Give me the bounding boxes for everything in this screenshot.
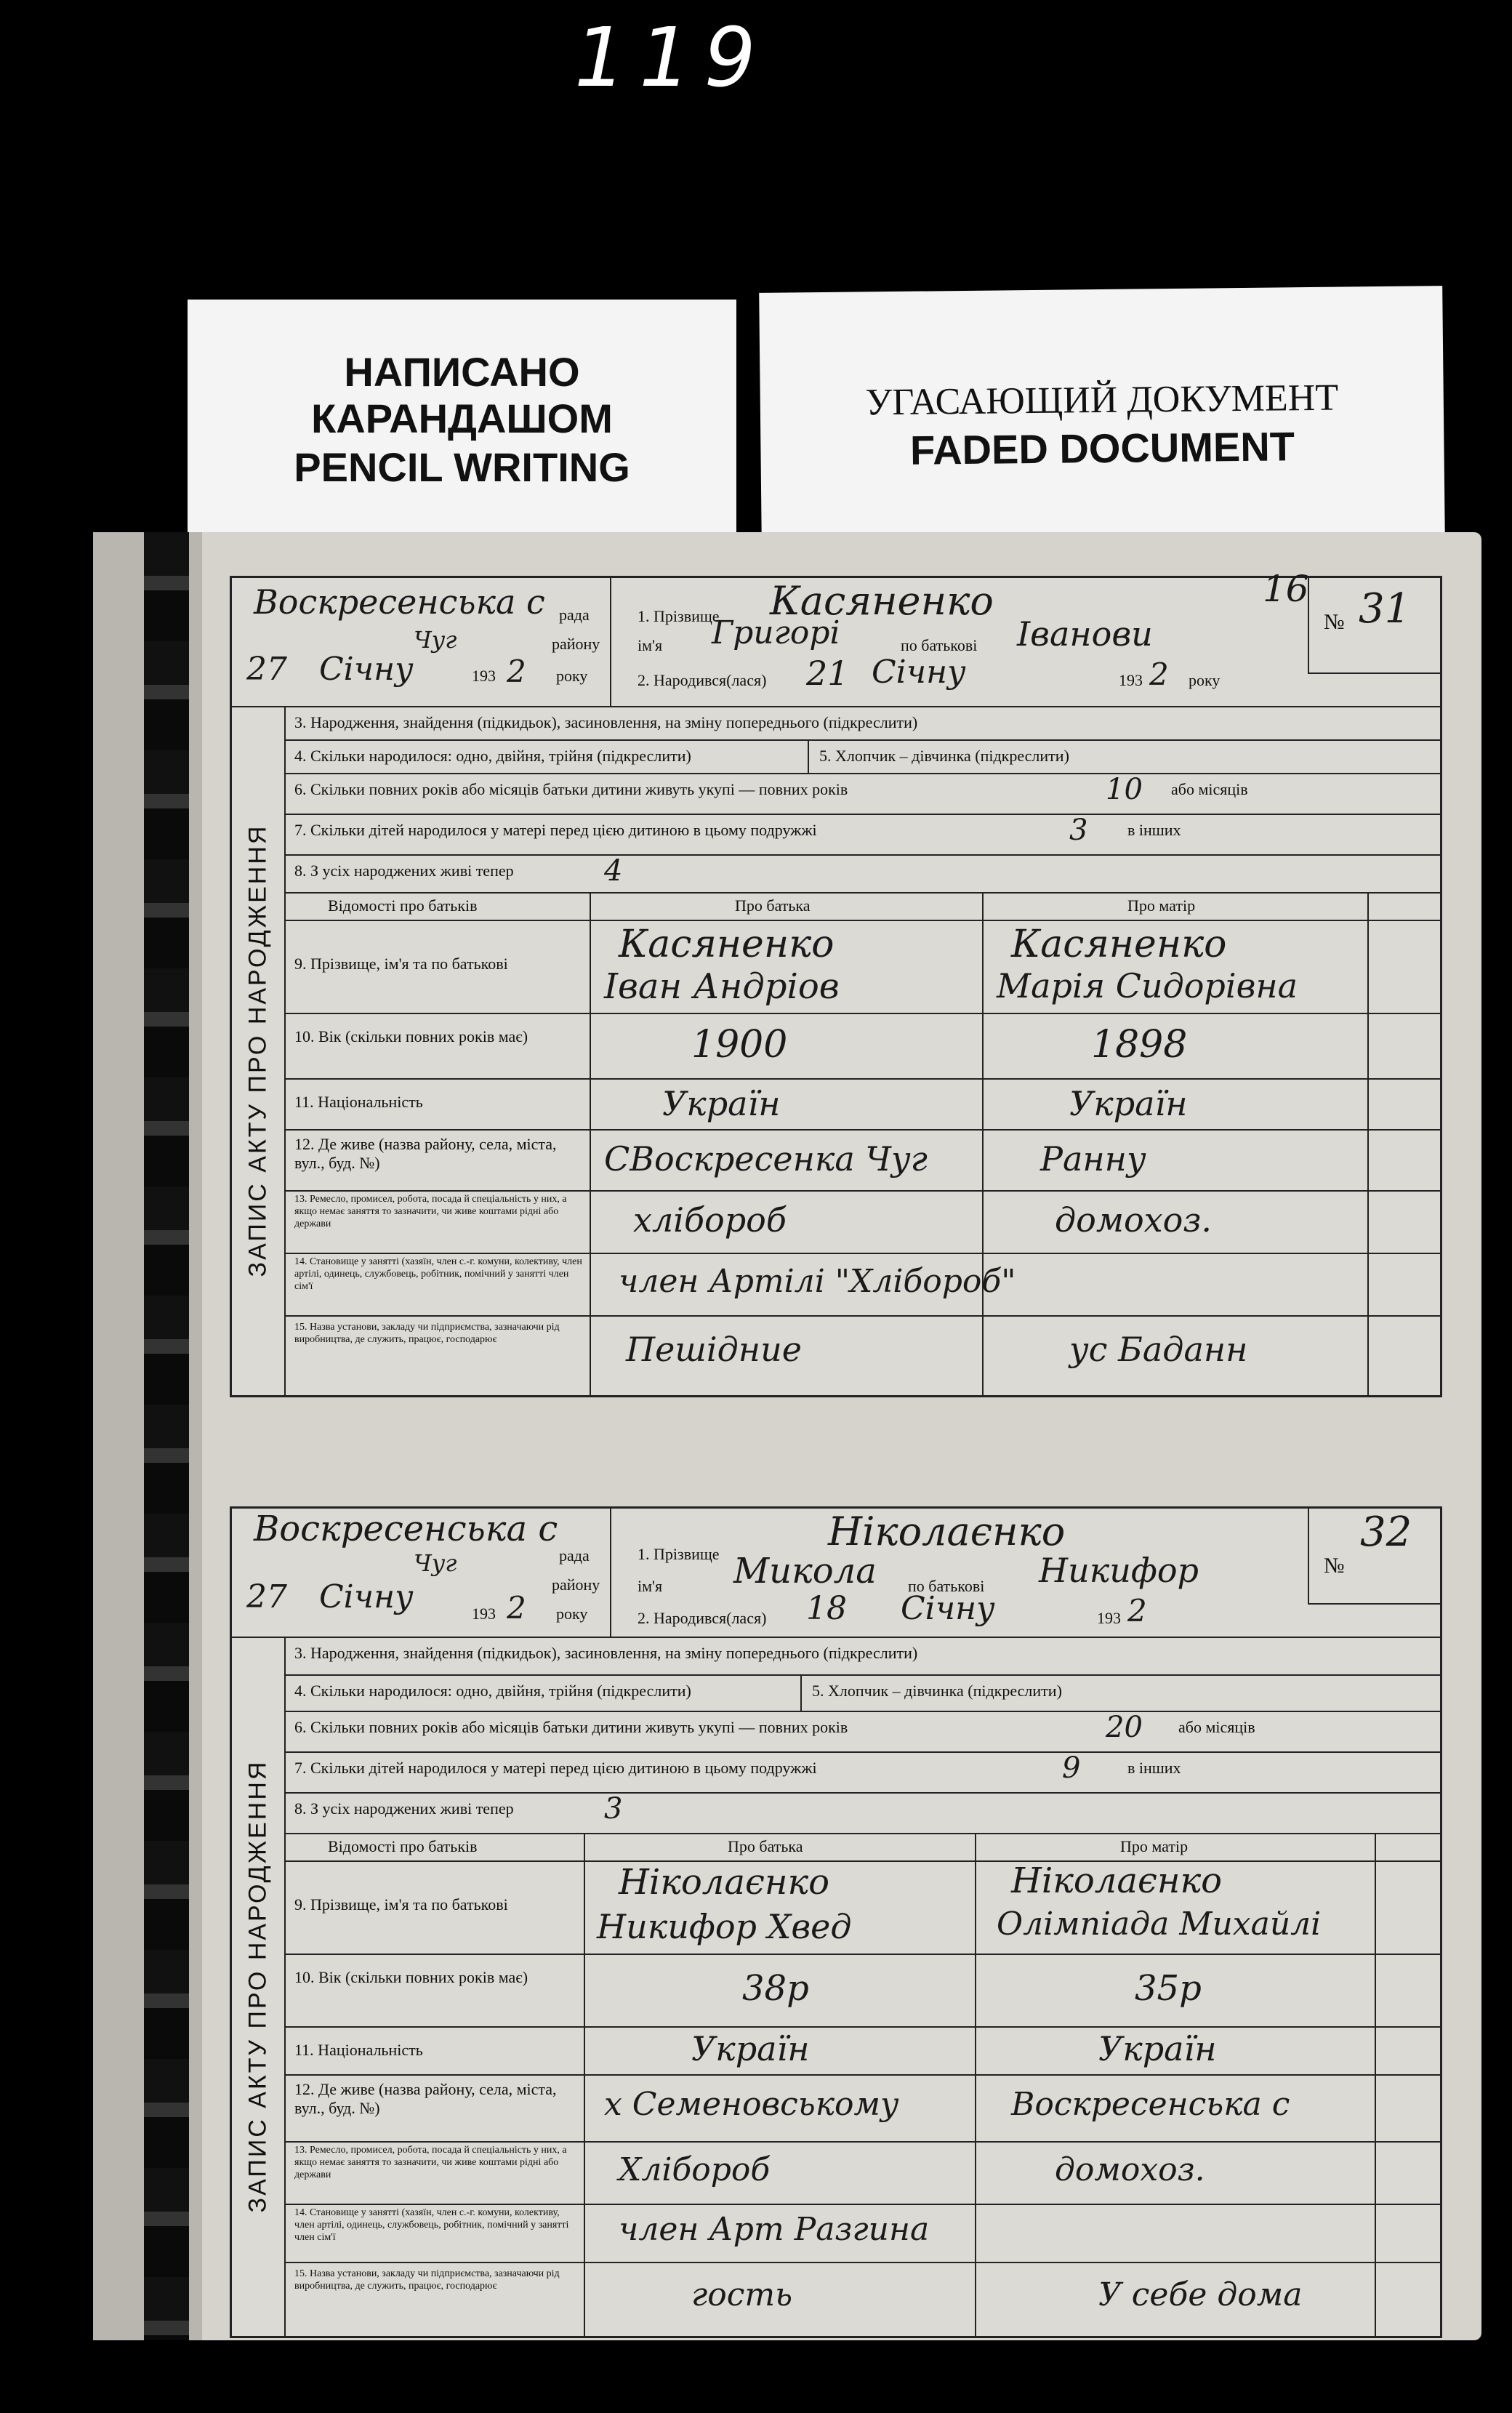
record-header <box>232 568 1440 707</box>
father-occupation: хлібороб <box>633 1200 787 1240</box>
q6-text: 6. Скільки повних років або місяців батьки дитини живуть укупі — повних років <box>294 780 848 798</box>
patronymic-label: по батькові <box>901 636 978 654</box>
birth-record-2 <box>230 1506 1442 2338</box>
father-surname: Ніколаєнко <box>619 1862 830 1903</box>
born-label: 2. Народився(лася) <box>638 671 767 689</box>
parents-header-row <box>284 892 1440 921</box>
q4-row <box>284 1674 1440 1712</box>
q8-alive: 4 <box>604 854 623 888</box>
q4-text: 4. Скільки народилося: одно, двійня, трійня (підкреслити) <box>294 747 691 765</box>
q8-row <box>284 1792 1440 1834</box>
reg-year: 2 <box>507 654 526 689</box>
mother-header: Про матір <box>1120 1837 1189 1855</box>
born-label: 2. Народився(лася) <box>638 1609 767 1627</box>
birth-day: 21 <box>806 654 849 693</box>
birth-day: 18 <box>806 1590 847 1627</box>
row-13 <box>284 1190 1440 1254</box>
father-status: член Арт Разгина <box>619 2211 930 2248</box>
q8-text: 8. З усіх народжених живі тепер <box>294 862 514 880</box>
patronymic-handwritten: Іванови <box>1017 614 1153 654</box>
q7-count: 3 <box>1069 814 1088 847</box>
q7-other-label: в інших <box>1127 821 1181 839</box>
q7-text: 7. Скільки дітей народилося у матері перед цією дитиною в цьому подружжі <box>294 821 817 839</box>
birth-year: 2 <box>1127 1593 1147 1629</box>
mother-given: Марія Сидорівна <box>997 966 1298 1005</box>
father-given: Іван Андріов <box>604 966 840 1007</box>
row-12 <box>284 2074 1440 2143</box>
parents-header: Відомості про батьків <box>328 1837 478 1855</box>
r10-label: 10. Вік (скільки повних років має) <box>294 1968 528 1986</box>
frame-number: 119 <box>574 11 769 105</box>
year-prefix: 193 <box>472 667 496 685</box>
father-residence: х Семеновському <box>604 2086 899 2123</box>
mother-occupation: домохоз. <box>1055 2151 1205 2188</box>
q6-text: 6. Скільки повних років або місяців батьки дитини живуть укупі — повних років <box>294 1718 848 1736</box>
r10-label: 10. Вік (скільки повних років має) <box>294 1027 528 1045</box>
mother-surname: Ніколаєнко <box>1011 1860 1223 1901</box>
row-11 <box>284 2026 1440 2076</box>
father-status: член Артілі "Хлібороб" <box>619 1263 1016 1300</box>
mother-nationality: Україн <box>1098 2029 1217 2068</box>
first-name-handwritten: Микола <box>733 1551 877 1591</box>
r13-label: 13. Ремесло, промисел, робота, посада й спеціальність у них, а якщо немає заняття то зазначити, чи живе коштами рідні або держави <box>294 2145 567 2180</box>
side-title: ЗАПИС АКТУ ПРО НАРОДЖЕННЯ <box>232 1637 286 2336</box>
q7-row <box>284 1751 1440 1794</box>
row-9 <box>284 920 1440 1014</box>
pencil-label-en: PENCIL WRITING <box>294 444 630 490</box>
father-header: Про батька <box>728 1837 803 1855</box>
q7-other-label: в інших <box>1127 1759 1181 1777</box>
q4-text: 4. Скільки народилося: одно, двійня, трійня (підкреслити) <box>294 1682 691 1700</box>
year-prefix: 193 <box>472 1605 496 1623</box>
r15-label: 15. Назва установи, закладу чи підприємства, зазначаючи рід виробництва, де служить, працює, господарює <box>294 2268 560 2292</box>
mother-age: 1898 <box>1091 1023 1188 1067</box>
mother-header: Про матір <box>1127 896 1196 915</box>
record-number-box <box>1308 1509 1440 1605</box>
birth-year: 2 <box>1149 657 1169 692</box>
surname-label: 1. Прізвище <box>638 1545 720 1563</box>
mother-residence: Ранну <box>1040 1139 1146 1179</box>
mother-workplace: ус Баданн <box>1069 1330 1248 1369</box>
row-12 <box>284 1129 1440 1192</box>
roku-label-birth: року <box>1189 671 1221 689</box>
q5-text: 5. Хлопчик – дівчинка (підкреслити) <box>812 1682 1062 1700</box>
patronymic-handwritten: Никифор <box>1039 1551 1199 1590</box>
rada-box <box>232 578 611 706</box>
document-sheet <box>93 532 1481 2340</box>
name-label: ім'я <box>638 636 663 654</box>
record-number-box <box>1308 578 1440 674</box>
surname-handwritten: Ніколаєнко <box>828 1509 1066 1554</box>
rada-handwritten: Воскресенська с <box>254 1509 558 1549</box>
surname-label: 1. Прізвище <box>638 607 720 625</box>
q7-count: 9 <box>1062 1751 1081 1785</box>
q5-text: 5. Хлопчик – дівчинка (підкреслити) <box>819 747 1069 765</box>
rada-handwritten: Воскресенська с <box>254 582 545 622</box>
father-header: Про батька <box>735 896 811 915</box>
r14-label: 14. Становище у занятті (хазяїн, член с.-г. комуни, колективу, член артілі, одинець, службовець, робітник, помічний у занятті член сім'ї <box>294 2207 569 2243</box>
rada-label: рада <box>559 1546 590 1565</box>
q8-row <box>284 854 1440 894</box>
number-sign: № <box>1324 610 1345 634</box>
rayonu-label: району <box>552 1575 600 1594</box>
parents-header-row <box>284 1833 1440 1862</box>
q3-row <box>284 706 1440 741</box>
binding-edge <box>144 532 189 2340</box>
row-9 <box>284 1860 1440 1955</box>
father-workplace: Пешідние <box>626 1330 802 1369</box>
q7-row <box>284 814 1440 856</box>
row-10 <box>284 1013 1440 1080</box>
parents-table <box>284 1833 1440 2336</box>
r12-label: 12. Де живе (назва району, села, міста, вул., буд. №) <box>294 1135 557 1172</box>
q6-months-label: або місяців <box>1178 1718 1255 1736</box>
father-surname: Касяненко <box>619 923 835 966</box>
rada-box <box>232 1509 611 1637</box>
q6-years: 20 <box>1106 1711 1143 1744</box>
r15-label: 15. Назва установи, закладу чи підприємства, зазначаючи рід виробництва, де служить, працює, господарює <box>294 1322 560 1345</box>
faded-label-ru: УГАСАЮЩИЙ ДОКУМЕНТ <box>865 377 1339 424</box>
r13-label: 13. Ремесло, промисел, робота, посада й спеціальність у них, а якщо немає заняття то зазначити, чи живе коштами рідні або держави <box>294 1194 567 1229</box>
reg-year: 2 <box>507 1590 526 1626</box>
r14-label: 14. Становище у занятті (хазяїн, член с.-г. комуни, колективу, член артілі, одинець, службовець, робітник, помічний у занятті член сім'ї <box>294 1256 582 1292</box>
faded-label-en: FADED DOCUMENT <box>909 423 1295 473</box>
parents-table <box>284 892 1440 1395</box>
mother-workplace: У себе дома <box>1098 2276 1303 2313</box>
mother-age: 35р <box>1135 1968 1202 2009</box>
q3-text: 3. Народження, знайдення (підкидьок), засиновлення, на зміну попереднього (підкреслити) <box>294 1644 918 1662</box>
roku-label: року <box>556 667 588 685</box>
row-13 <box>284 2141 1440 2205</box>
q3-row <box>284 1637 1440 1676</box>
mother-residence: Воскресенська с <box>1011 2086 1290 2123</box>
q4-row <box>284 739 1440 774</box>
r9-label: 9. Прізвище, ім'я та по батькові <box>294 1895 508 1914</box>
r12-label: 12. Де живе (назва району, села, міста, вул., буд. №) <box>294 2080 557 2117</box>
row-10 <box>284 1954 1440 2028</box>
birth-month: Січну <box>901 1590 995 1627</box>
r11-label: 11. Національність <box>294 1093 423 1111</box>
father-workplace: гость <box>691 2276 793 2313</box>
row-14 <box>284 2204 1440 2263</box>
year-prefix-birth: 193 <box>1097 1609 1121 1627</box>
row-15 <box>284 1315 1440 1395</box>
rayon-handwritten: Чуг <box>414 626 457 654</box>
roku-label: року <box>556 1605 588 1623</box>
record-header <box>232 1509 1440 1638</box>
surname-handwritten: Касяненко <box>770 578 994 624</box>
record-number-extra: 16 <box>1263 568 1309 610</box>
pencil-label-ru-2: КАРАНДАШОМ <box>311 396 613 441</box>
reg-month: Січну <box>319 651 414 688</box>
side-title: ЗАПИС АКТУ ПРО НАРОДЖЕННЯ <box>232 706 286 1395</box>
q6-row <box>284 773 1440 815</box>
patronymic-label: по батькові <box>908 1577 985 1595</box>
mother-surname: Касяненко <box>1011 923 1227 966</box>
father-age: 38р <box>742 1968 809 2009</box>
father-given: Никифор Хвед <box>597 1907 852 1946</box>
birth-month: Січну <box>872 654 966 691</box>
faded-document-label <box>759 286 1445 546</box>
record-number: 31 <box>1359 585 1411 633</box>
birth-record-1 <box>230 568 1442 1397</box>
first-name-handwritten: Григорі <box>712 614 840 651</box>
pencil-label-ru-1: НАПИСАНО <box>344 349 580 395</box>
reg-month: Січну <box>319 1578 414 1615</box>
r11-label: 11. Національність <box>294 2041 423 2059</box>
rayonu-label: району <box>552 635 600 653</box>
rayon-handwritten: Чуг <box>414 1549 457 1577</box>
father-age: 1900 <box>691 1023 788 1067</box>
reg-day: 27 <box>246 651 287 688</box>
q6-row <box>284 1711 1440 1753</box>
father-nationality: Україн <box>691 2029 810 2068</box>
r9-label: 9. Прізвище, ім'я та по батькові <box>294 955 508 973</box>
mother-nationality: Україн <box>1069 1084 1188 1123</box>
father-residence: СВоскресенка Чуг <box>604 1139 928 1179</box>
q6-months-label: або місяців <box>1171 780 1248 798</box>
q6-years: 10 <box>1106 773 1143 806</box>
record-number: 32 <box>1360 1509 1412 1556</box>
q7-text: 7. Скільки дітей народилося у матері перед цією дитиною в цьому подружжі <box>294 1759 817 1777</box>
father-nationality: Україн <box>662 1084 781 1123</box>
q3-text: 3. Народження, знайдення (підкидьок), засиновлення, на зміну попереднього (підкреслити) <box>294 713 918 731</box>
number-sign: № <box>1324 1554 1345 1578</box>
rada-label: рада <box>559 606 590 624</box>
mother-given: Олімпіада Михайлі <box>997 1906 1322 1943</box>
row-14 <box>284 1253 1440 1317</box>
q8-alive: 3 <box>604 1792 623 1826</box>
pencil-writing-label <box>188 300 736 534</box>
reg-day: 27 <box>246 1578 287 1615</box>
father-occupation: Хлібороб <box>619 2151 771 2188</box>
parents-header: Відомості про батьків <box>328 896 478 915</box>
mother-occupation: домохоз. <box>1055 1200 1213 1240</box>
row-11 <box>284 1078 1440 1131</box>
q8-text: 8. З усіх народжених живі тепер <box>294 1799 514 1818</box>
name-label: ім'я <box>638 1577 663 1595</box>
row-15 <box>284 2262 1440 2336</box>
year-prefix-birth: 193 <box>1119 671 1143 689</box>
